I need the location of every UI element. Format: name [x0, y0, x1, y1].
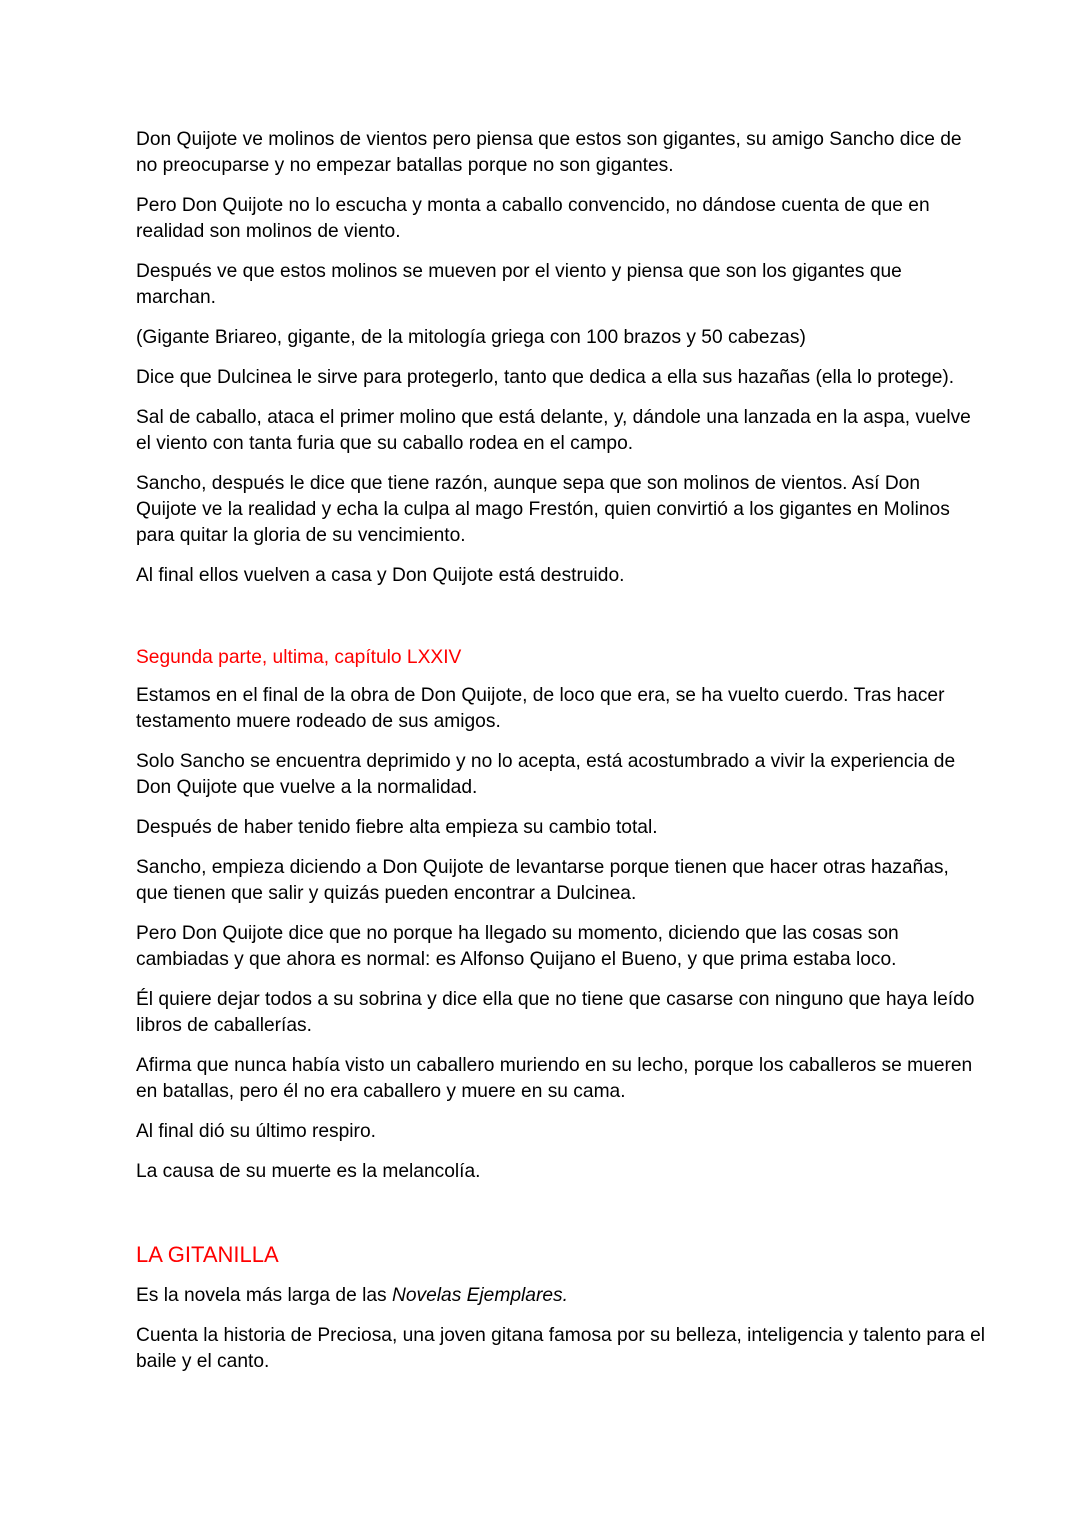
section-heading: Segunda parte, ultima, capítulo LXXIV [136, 647, 462, 668]
paragraph: Pero Don Quijote no lo escucha y monta a caballo convencido, no dándose cuenta de que en realidad son molinos de viento. [136, 195, 930, 242]
section-molinos [136, 127, 986, 589]
paragraph: Cuenta la historia de Preciosa, una joven gitana famosa por su belleza, inteligencia y talento para el baile y el canto. [136, 1325, 986, 1372]
paragraph [136, 1283, 986, 1309]
paragraph: Después ve que estos molinos se mueven por el viento y piensa que son los gigantes que marchan. [136, 261, 902, 308]
paragraph: Después de haber tenido fiebre alta empieza su cambio total. [136, 817, 658, 838]
paragraph: Dice que Dulcinea le sirve para protegerlo, tanto que dedica a ella sus hazañas (ella lo protege). [136, 367, 955, 388]
paragraph: Afirma que nunca había visto un caballero muriendo en su lecho, porque los caballeros se mueren en batallas, pero él no era caballero y muere en su cama. [136, 1055, 973, 1102]
section-capitulo-lxxiv [136, 645, 986, 1185]
paragraph: Sancho, empieza diciendo a Don Quijote de levantarse porque tienen que hacer otras hazañas, que tienen que salir y quizás pueden encontrar a Dulcinea. [136, 857, 949, 904]
paragraph: Pero Don Quijote dice que no porque ha llegado su momento, diciendo que las cosas son cambiadas y que ahora es normal: es Alfonso Quijano el Bueno, y que prima estaba loco. [136, 923, 899, 970]
section-heading: LA GITANILLA [136, 1242, 279, 1267]
paragraph: (Gigante Briareo, gigante, de la mitología griega con 100 brazos y 50 cabezas) [136, 327, 806, 348]
paragraph: Estamos en el final de la obra de Don Quijote, de loco que era, se ha vuelto cuerdo. Tras hacer testamento muere rodeado de sus amigos. [136, 685, 945, 732]
intro-text: Es la novela más larga de las [136, 1285, 392, 1306]
document-page [136, 127, 986, 1389]
paragraph: Sancho, después le dice que tiene razón, aunque sepa que son molinos de vientos. Así Don Quijote ve la realidad y echa la culpa al mago Frestón, quien convirtió a los gigantes en Molinos para quitar la gloria de su vencimiento. [136, 473, 950, 546]
paragraph: Al final dió su último respiro. [136, 1121, 376, 1142]
section-la-gitanilla [136, 1241, 986, 1375]
paragraph: Solo Sancho se encuentra deprimido y no lo acepta, está acostumbrado a vivir la experiencia de Don Quijote que vuelve a la normalidad. [136, 751, 956, 798]
paragraph: Al final ellos vuelven a casa y Don Quijote está destruido. [136, 565, 625, 586]
paragraph: Él quiere dejar todos a su sobrina y dice ella que no tiene que casarse con ninguno que haya leído libros de caballerías. [136, 989, 975, 1036]
paragraph: Don Quijote ve molinos de vientos pero piensa que estos son gigantes, su amigo Sancho dice de no preocuparse y no empezar batallas porque no son gigantes. [136, 129, 962, 176]
paragraph: Sal de caballo, ataca el primer molino que está delante, y, dándole una lanzada en la aspa, vuelve el viento con tanta furia que su caballo rodea en el campo. [136, 407, 971, 454]
book-title: Novelas Ejemplares. [391, 1285, 568, 1306]
paragraph: La causa de su muerte es la melancolía. [136, 1161, 481, 1182]
